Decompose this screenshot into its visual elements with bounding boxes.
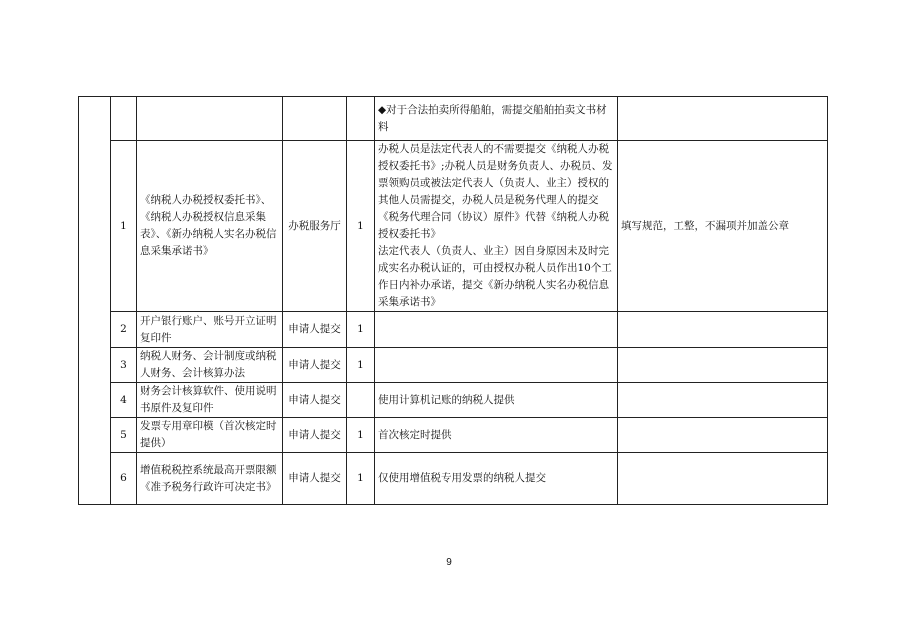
note-cell [375, 312, 618, 348]
table-row [79, 97, 828, 141]
table-row [79, 141, 828, 312]
source-cell: 申请人提交 [283, 312, 347, 348]
table-row [79, 348, 828, 383]
note-cell: ◆对于合法拍卖所得船舶，需提交船舶拍卖文书材料 [375, 97, 618, 141]
quantity-cell: 1 [347, 348, 375, 383]
quantity-cell [347, 97, 375, 141]
source-cell: 申请人提交 [283, 348, 347, 383]
source-cell [283, 97, 347, 141]
requirement-cell [618, 383, 828, 418]
sequence-cell: 2 [111, 312, 137, 348]
sequence-cell: 3 [111, 348, 137, 383]
note-cell: 办税人员是法定代表人的不需要提交《纳税人办税授权委托书》;办税人员是财务负责人、办税员、发票领购员或被法定代表人（负责人、业主）授权的其他人员需提交，办税人员是税务代理人的提交《税务代理合同（协议）原件》代替《纳税人办税授权委托书》 法定代表人（负责人、业主）因自身原因未及时完成实名办税认证的，可由授权办税人员作出10个工作日内补办承诺，提交《新办纳税人实名办税信息采集承诺书》 [375, 141, 618, 312]
material-name-cell: 纳税人财务、会计制度或纳税人财务、会计核算办法 [137, 348, 283, 383]
page-number: 9 [446, 557, 452, 568]
requirement-cell [618, 418, 828, 453]
materials-table [78, 96, 828, 505]
table-row [79, 383, 828, 418]
requirement-cell: 填写规范，工整，不漏项并加盖公章 [618, 141, 828, 312]
material-name-cell: 《纳税人办税授权委托书》、《纳税人办税授权信息采集表》、《新办纳税人实名办税信息采集承诺书》 [137, 141, 283, 312]
sequence-cell: 1 [111, 141, 137, 312]
source-cell: 申请人提交 [283, 418, 347, 453]
requirement-cell [618, 348, 828, 383]
material-name-cell [137, 97, 283, 141]
material-name-cell: 财务会计核算软件、使用说明书原件及复印件 [137, 383, 283, 418]
requirement-cell [618, 97, 828, 141]
sequence-cell: 4 [111, 383, 137, 418]
sequence-cell: 6 [111, 453, 137, 505]
table-row [79, 453, 828, 505]
source-cell: 申请人提交 [283, 383, 347, 418]
requirement-cell [618, 453, 828, 505]
quantity-cell: 1 [347, 453, 375, 505]
table-row [79, 418, 828, 453]
note-cell [375, 348, 618, 383]
note-cell: 使用计算机记账的纳税人提供 [375, 383, 618, 418]
note-cell: 首次核定时提供 [375, 418, 618, 453]
table-row [79, 312, 828, 348]
material-name-cell: 增值税税控系统最高开票限额《准予税务行政许可决定书》 [137, 453, 283, 505]
blank-cell [79, 97, 111, 505]
quantity-cell: 1 [347, 418, 375, 453]
source-cell: 申请人提交 [283, 453, 347, 505]
quantity-cell: 1 [347, 312, 375, 348]
source-cell: 办税服务厅 [283, 141, 347, 312]
quantity-cell [347, 383, 375, 418]
material-name-cell: 开户银行账户、账号开立证明复印件 [137, 312, 283, 348]
material-name-cell: 发票专用章印模（首次核定时提供） [137, 418, 283, 453]
quantity-cell: 1 [347, 141, 375, 312]
note-cell: 仅使用增值税专用发票的纳税人提交 [375, 453, 618, 505]
requirement-cell [618, 312, 828, 348]
sequence-cell: 5 [111, 418, 137, 453]
sequence-cell [111, 97, 137, 141]
